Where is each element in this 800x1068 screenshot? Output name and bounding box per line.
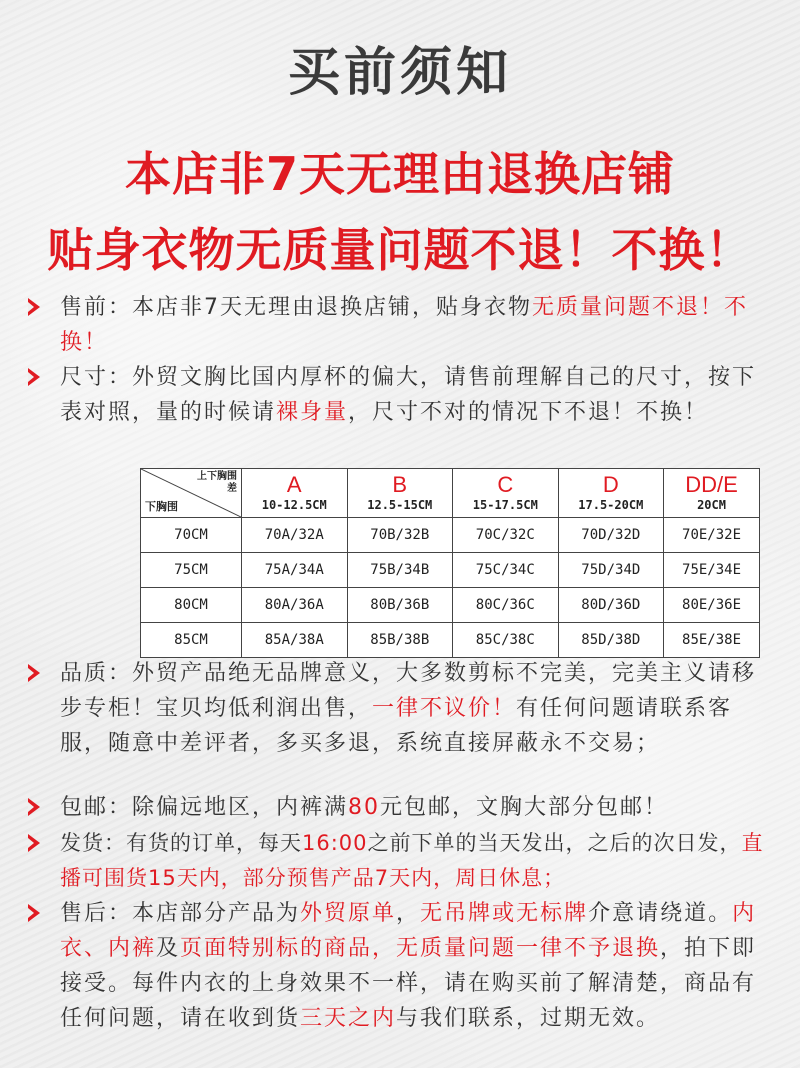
cup-letter: A (286, 472, 302, 497)
cup-range: 15-17.5CM (472, 498, 538, 512)
section-delivery-body (60, 826, 768, 896)
section-text: ， (396, 901, 421, 926)
table-row (141, 553, 760, 588)
cup-range: 10-12.5CM (261, 498, 327, 512)
size-cell: 85C/38C (453, 623, 559, 658)
section-text: 之前下单的当天发出，之后的次日发， (367, 831, 742, 855)
size-cell: 80C/36C (453, 588, 559, 623)
section-quality-body (60, 656, 768, 761)
highlight-text: 三天之内 (300, 1006, 397, 1031)
size-cell: 85B/38B (347, 623, 453, 658)
corner-label-difference: 上下胸围差 (197, 471, 237, 494)
cup-letter: C (497, 472, 514, 497)
size-cell: 75B/34B (347, 553, 453, 588)
section-text: 与我们联系，过期无效。 (396, 1006, 661, 1031)
highlight-text: 裸身量 (276, 400, 349, 425)
highlight-text: 直播可围货15天内，部分预售产品7天内，周日休息； (60, 831, 764, 890)
size-cell: 75A/34A (242, 553, 348, 588)
band-cell: 85CM (141, 623, 242, 658)
size-cell: 70D/32D (558, 518, 664, 553)
size-cell: 80A/36A (242, 588, 348, 623)
size-cell: 70C/32C (453, 518, 559, 553)
section-free-shipping-body (60, 790, 768, 825)
section-text: 本店非7天无理由退换店铺，贴身衣物 (132, 295, 533, 320)
table-row (141, 588, 760, 623)
size-cell: 75C/34C (453, 553, 559, 588)
section-text: 本店部分产品为 (132, 901, 301, 926)
section-size-body (60, 360, 768, 430)
section-text: 除偏远地区，内裤满 (132, 795, 349, 820)
size-cell: 75D/34D (558, 553, 664, 588)
cup-letter: B (392, 472, 408, 497)
section-text: 外贸文胸比国内厚杯的偏大，请售前理解自己的尺寸，按下表对照，量的时候请 (60, 365, 757, 425)
band-cell: 75CM (141, 553, 242, 588)
cup-header (453, 469, 559, 518)
size-cell: 70B/32B (347, 518, 453, 553)
section-label: 售后： (60, 901, 133, 926)
chevron-right-icon (28, 664, 40, 682)
cup-header (242, 469, 348, 518)
section-label: 售前： (60, 295, 133, 320)
cup-header (664, 469, 760, 518)
section-delivery (28, 826, 768, 896)
section-text: 有货的订单，每天 (126, 831, 302, 855)
cup-range: 17.5-20CM (578, 498, 644, 512)
cup-header (558, 469, 664, 518)
size-cell: 80E/36E (664, 588, 760, 623)
section-presale-body (60, 290, 768, 360)
section-aftersale-body (60, 896, 768, 1036)
size-cell: 85A/38A (242, 623, 348, 658)
size-chart-header-row (141, 469, 760, 518)
section-text: 及 (156, 936, 181, 961)
size-cell: 70E/32E (664, 518, 760, 553)
section-quality (28, 656, 768, 761)
section-text: ，拍下即接受。每件内衣的上身效果不一样，请在购买前了解清楚，商品有任何问题，请在收到货 (60, 936, 757, 1031)
chevron-right-icon (28, 904, 40, 922)
highlight-text: 内衣、内裤 (60, 901, 757, 961)
highlight-text: 无吊牌或无标牌 (420, 901, 589, 926)
section-aftersale (28, 896, 768, 1036)
size-cell: 85E/38E (664, 623, 760, 658)
highlight-text: 一律不议价！ (372, 696, 517, 721)
band-cell: 80CM (141, 588, 242, 623)
section-text: 介意请绕道。 (588, 901, 733, 926)
cup-header (347, 469, 453, 518)
band-cell: 70CM (141, 518, 242, 553)
size-chart-table (140, 468, 760, 658)
table-row (141, 623, 760, 658)
size-cell: 80B/36B (347, 588, 453, 623)
section-label: 品质： (60, 661, 133, 686)
size-cell: 70A/32A (242, 518, 348, 553)
cup-letter: D (602, 472, 619, 497)
highlight-text: 外贸原单 (300, 901, 397, 926)
section-text: 外贸产品绝无品牌意义，大多数剪标不完美，完美主义请移步专柜！宝贝均低利润出售， (60, 661, 757, 721)
table-row (141, 518, 760, 553)
section-free-shipping (28, 790, 768, 825)
section-text: 元包邮，文胸大部分包邮！ (380, 795, 669, 820)
chevron-right-icon (28, 368, 40, 386)
corner-label-underbust: 下胸围 (145, 500, 178, 513)
section-presale (28, 290, 768, 360)
chevron-right-icon (28, 298, 40, 316)
size-cell: 75E/34E (664, 553, 760, 588)
chevron-right-icon (28, 798, 40, 816)
cup-letter: DD/E (685, 472, 738, 497)
highlight-text: 无质量问题不退！不换！ (60, 295, 749, 355)
highlight-text: 页面特别标的商品，无质量问题一律不予退换 (180, 936, 661, 961)
size-cell: 80D/36D (558, 588, 664, 623)
section-label: 尺寸： (60, 365, 133, 390)
size-cell: 85D/38D (558, 623, 664, 658)
size-chart-corner (141, 469, 242, 518)
section-label: 包邮： (60, 795, 133, 820)
section-text: ，尺寸不对的情况下不退！不换！ (348, 400, 709, 425)
cup-range: 12.5-15CM (367, 498, 433, 512)
headline-no-7day-return: 本店非7天无理由退换店铺 (124, 147, 675, 201)
page-title: 买前须知 (287, 43, 512, 103)
highlight-text: 16:00 (302, 831, 368, 855)
section-text: 有任何问题请联系客服，随意中差评者，多买多退，系统直接屏蔽永不交易； (60, 696, 733, 756)
headline-intimates-policy: 贴身衣物无质量问题不退！不换！ (47, 223, 753, 277)
section-label: 发货： (60, 831, 126, 855)
cup-range: 20CM (697, 498, 726, 512)
section-size (28, 360, 768, 430)
highlight-text: 80 (348, 795, 381, 820)
chevron-right-icon (28, 834, 40, 852)
